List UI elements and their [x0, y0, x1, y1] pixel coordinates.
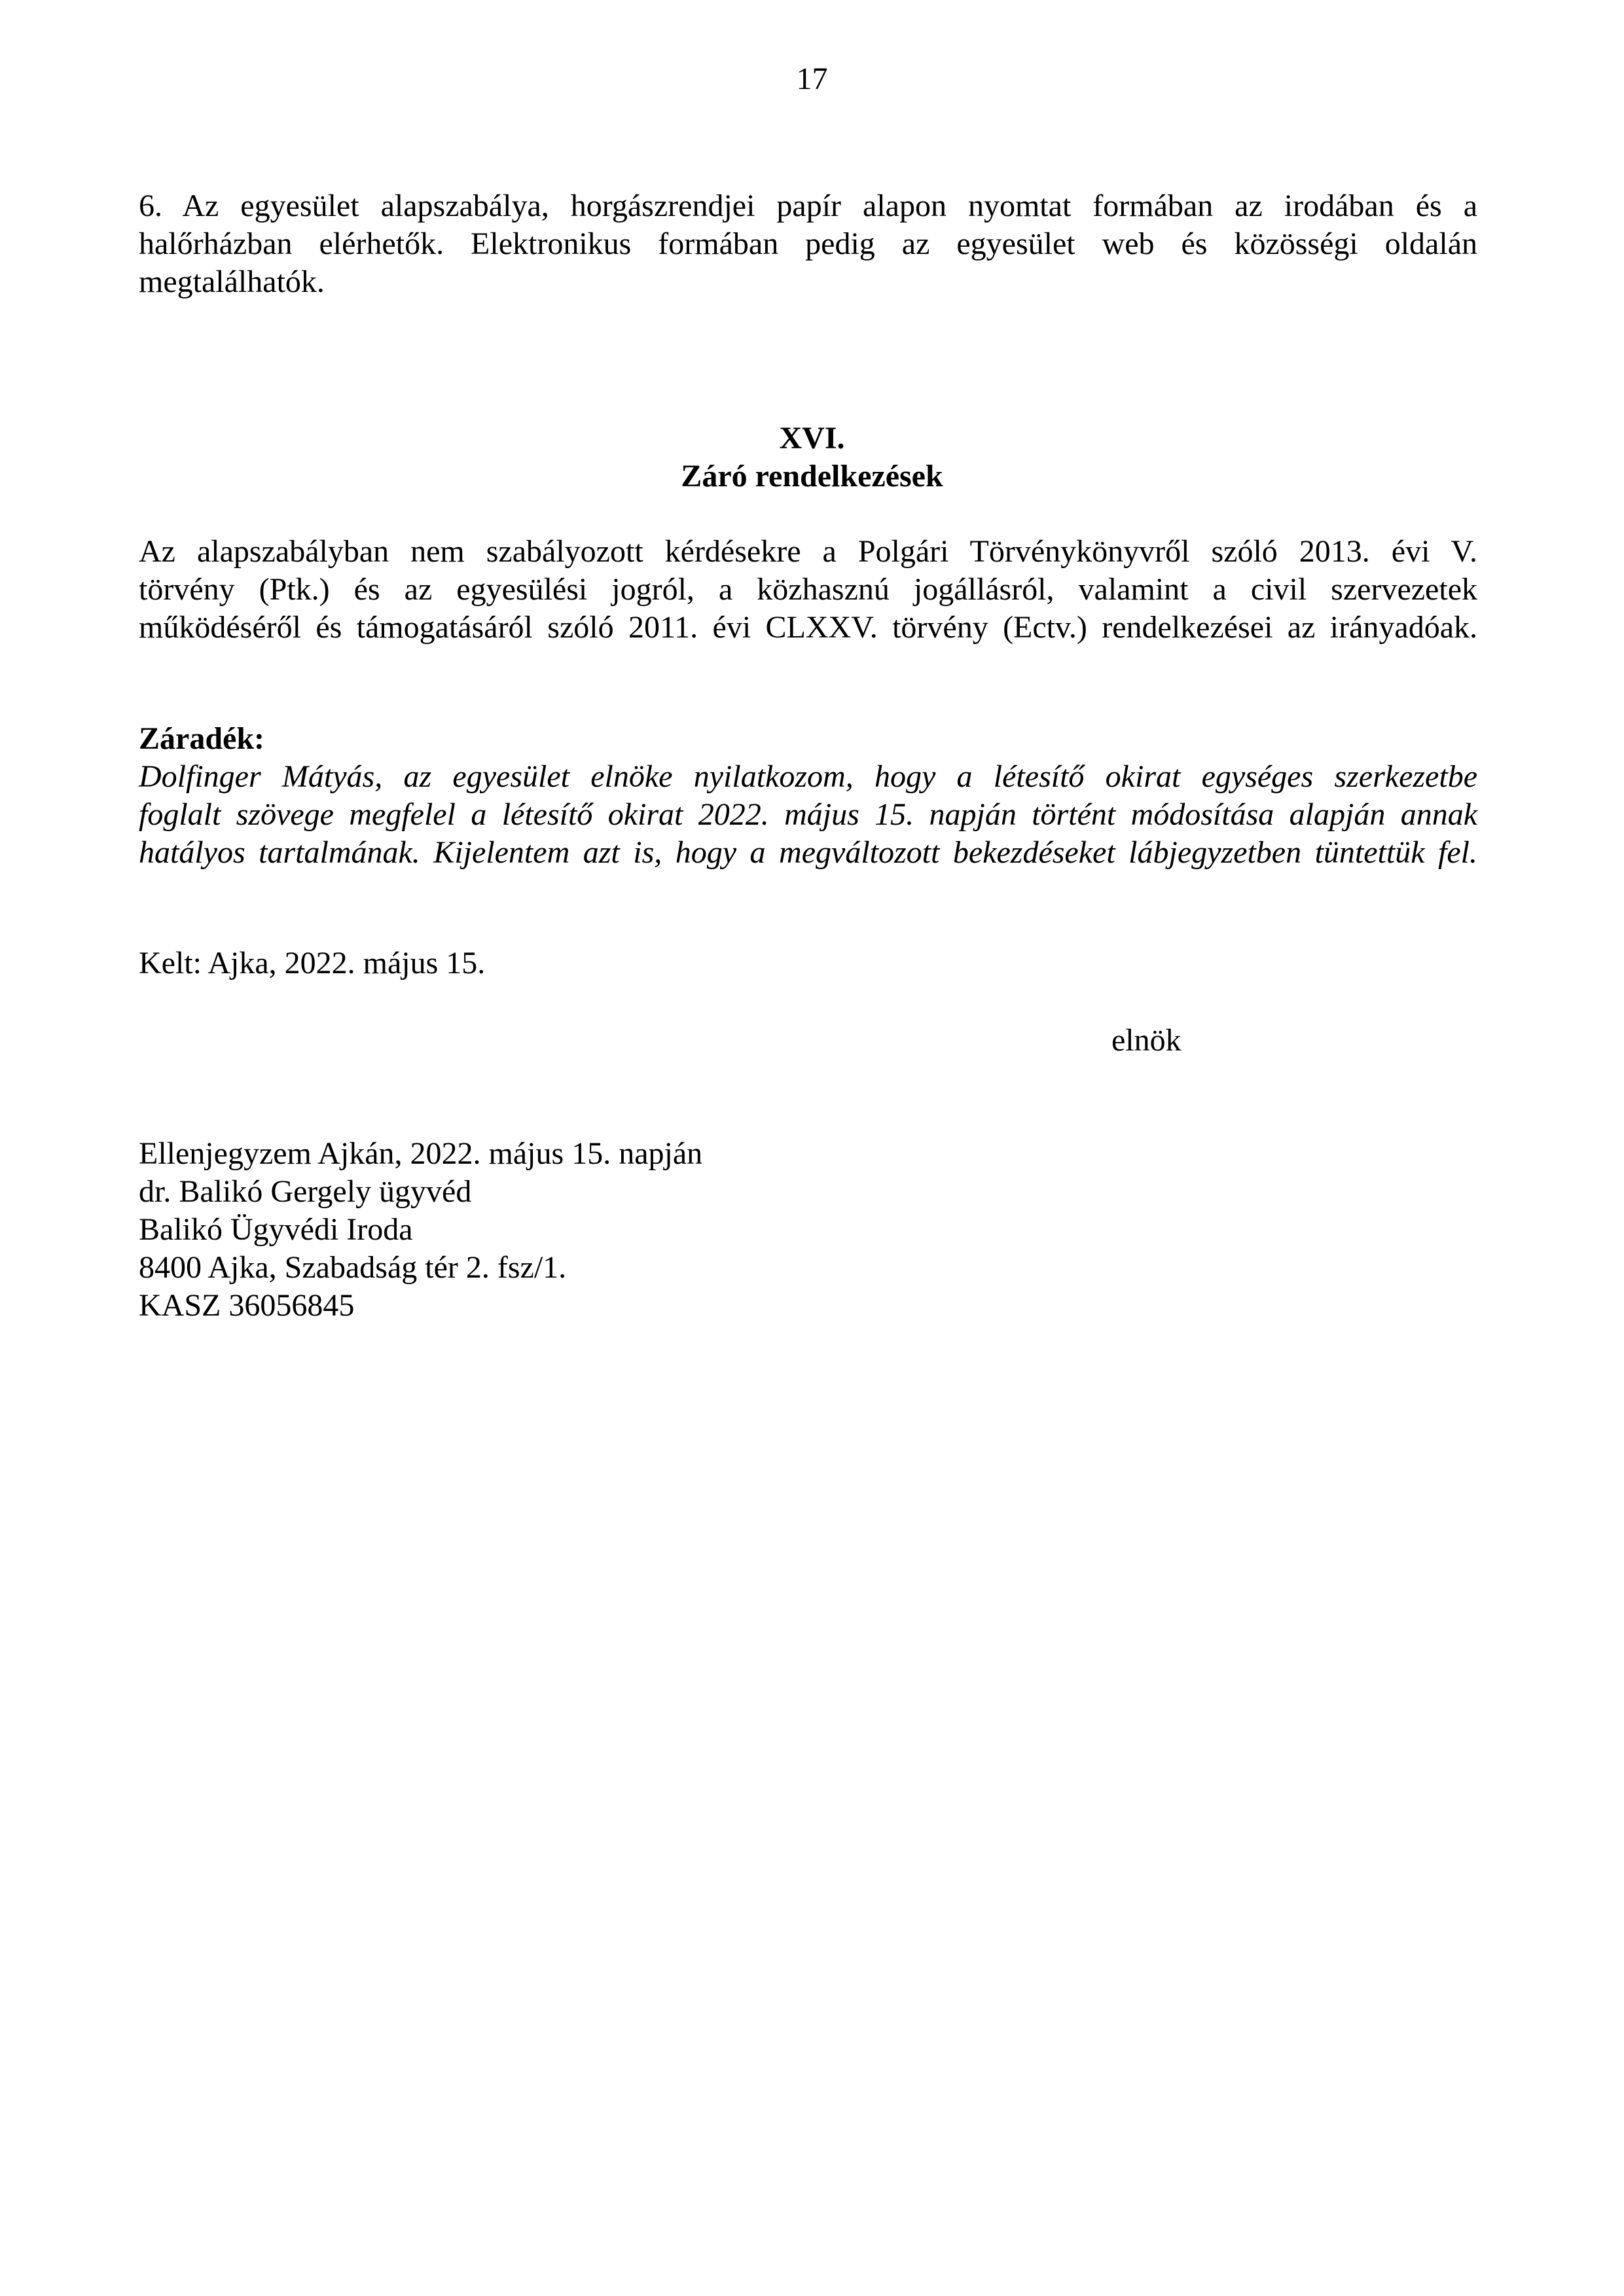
paragraph-6-line: 6. Az egyesület alapszabálya, horgászrendjei papír alapon nyomtat formában az irodában és a — [139, 188, 1477, 223]
clause-section — [139, 720, 1477, 872]
closing-paragraph-line: működéséről és támogatásáról szóló 2011. évi CLXXV. törvény (Ectv.) rendelkezései az irányadóak. — [139, 610, 1477, 645]
page-number: 17 — [796, 62, 828, 96]
clause-line: foglalt szövege megfelel a létesítő okirat 2022. május 15. napján történt módosítása alapján annak — [139, 797, 1477, 832]
paragraph-6 — [139, 187, 1477, 301]
countersign-block — [139, 1135, 1477, 1325]
section-title: Záró rendelkezések — [681, 459, 943, 493]
countersign-line: Balikó Ügyvédi Iroda — [139, 1212, 413, 1247]
paragraph-6-line: megtalálhatók. — [139, 264, 325, 299]
countersign-line: Ellenjegyzem Ajkán, 2022. május 15. napján — [139, 1136, 703, 1171]
countersign-line: dr. Balikó Gergely ügyvéd — [139, 1174, 472, 1209]
paragraph-6-line: halőrházban elérhetők. Elektronikus formában pedig az egyesület web és közösségi oldalán — [139, 226, 1477, 261]
signer-title: elnök — [1111, 1023, 1182, 1058]
closing-paragraph — [139, 533, 1477, 647]
closing-paragraph-line: törvény (Ptk.) és az egyesülési jogról, a közhasznú jogállásról, valamint a civil szervezetek — [139, 572, 1477, 607]
clause-line: Dolfinger Mátyás, az egyesület elnöke nyilatkozom, hogy a létesítő okirat egységes szerkezetbe — [139, 759, 1477, 794]
clause-line: hatályos tartalmának. Kijelentem azt is, hogy a megváltozott bekezdéseket lábjegyzetben tüntettük fel. — [139, 835, 1477, 870]
clause-label: Záradék: — [139, 721, 264, 756]
countersign-line: KASZ 36056845 — [139, 1288, 355, 1323]
closing-paragraph-line: Az alapszabályban nem szabályozott kérdésekre a Polgári Törvénykönyvről szóló 2013. évi V. — [139, 534, 1477, 569]
dated-line: Kelt: Ajka, 2022. május 15. — [139, 946, 486, 980]
countersign-line: 8400 Ajka, Szabadság tér 2. fsz/1. — [139, 1250, 567, 1285]
section-number: XVI. — [779, 421, 845, 456]
